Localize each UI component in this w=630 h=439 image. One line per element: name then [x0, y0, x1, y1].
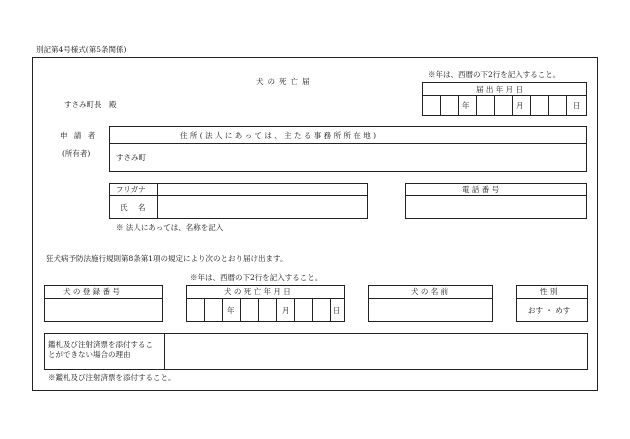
dog-registration-header: 犬 の 登 録 番 号: [63, 287, 120, 296]
dog-name-field[interactable]: [369, 299, 492, 321]
filing-month-field[interactable]: [477, 96, 512, 115]
owner-label: (所有者): [62, 149, 91, 158]
dog-sex-header: 性 別: [540, 287, 558, 296]
death-year-field[interactable]: [187, 299, 222, 321]
address-header: 住 所 ( 法 人 に あ っ て は 、 主 た る 事 務 所 所 在 地 ): [180, 131, 377, 140]
form-title: 犬の死亡届: [256, 77, 314, 86]
filing-year-unit: 年: [462, 101, 470, 110]
filing-date-header: 届 出 年 月 日: [476, 85, 524, 94]
furigana-label: フリガナ: [116, 185, 146, 194]
dog-sex-options[interactable]: おす ・ めす: [528, 306, 571, 315]
phone-field[interactable]: [406, 196, 586, 218]
death-year-unit: 年: [227, 306, 235, 315]
reason-label: 鑑札及び注射済票を添付することができない場合の理由: [48, 340, 153, 359]
dog-death-date-header: 犬 の 死 亡 年 月 日: [224, 287, 291, 296]
death-month-field[interactable]: [241, 299, 276, 321]
addressee: すさみ町長 殿: [64, 100, 117, 109]
statement-text: 狂犬病予防法施行規則第8条第1項の規定により次のとおり届け出ます。: [46, 254, 288, 263]
form-label: 別記第4号様式(第5条関係): [36, 45, 127, 54]
filing-day-unit: 日: [573, 101, 581, 110]
death-day-field[interactable]: [295, 299, 330, 321]
name-label: 氏 名: [120, 203, 150, 212]
death-day-unit: 日: [333, 306, 341, 315]
era-note-middle: ※年は、西暦の下2行を記入すること。: [190, 273, 323, 282]
name-field[interactable]: [158, 196, 367, 218]
filing-year-field[interactable]: [423, 96, 458, 115]
dog-registration-field[interactable]: [45, 299, 162, 321]
filing-day-field[interactable]: [531, 96, 566, 115]
corporate-note: ※ 法人にあっては、名称を記入: [116, 223, 224, 232]
era-note-top: ※年は、西暦の下2行を記入すること。: [428, 70, 561, 79]
applicant-label: 申 請 者: [60, 131, 98, 140]
address-value[interactable]: すさみ町: [116, 153, 146, 162]
death-month-unit: 月: [282, 306, 290, 315]
tag-note: ※鑑札及び注射済票を添付すること。: [48, 373, 176, 382]
phone-header: 電 話 番 号: [462, 185, 500, 194]
dog-name-header: 犬 の 名 前: [411, 287, 449, 296]
furigana-field[interactable]: [158, 184, 367, 195]
filing-month-unit: 月: [516, 101, 524, 110]
reason-field[interactable]: [165, 334, 587, 369]
address-field[interactable]: [110, 144, 586, 171]
